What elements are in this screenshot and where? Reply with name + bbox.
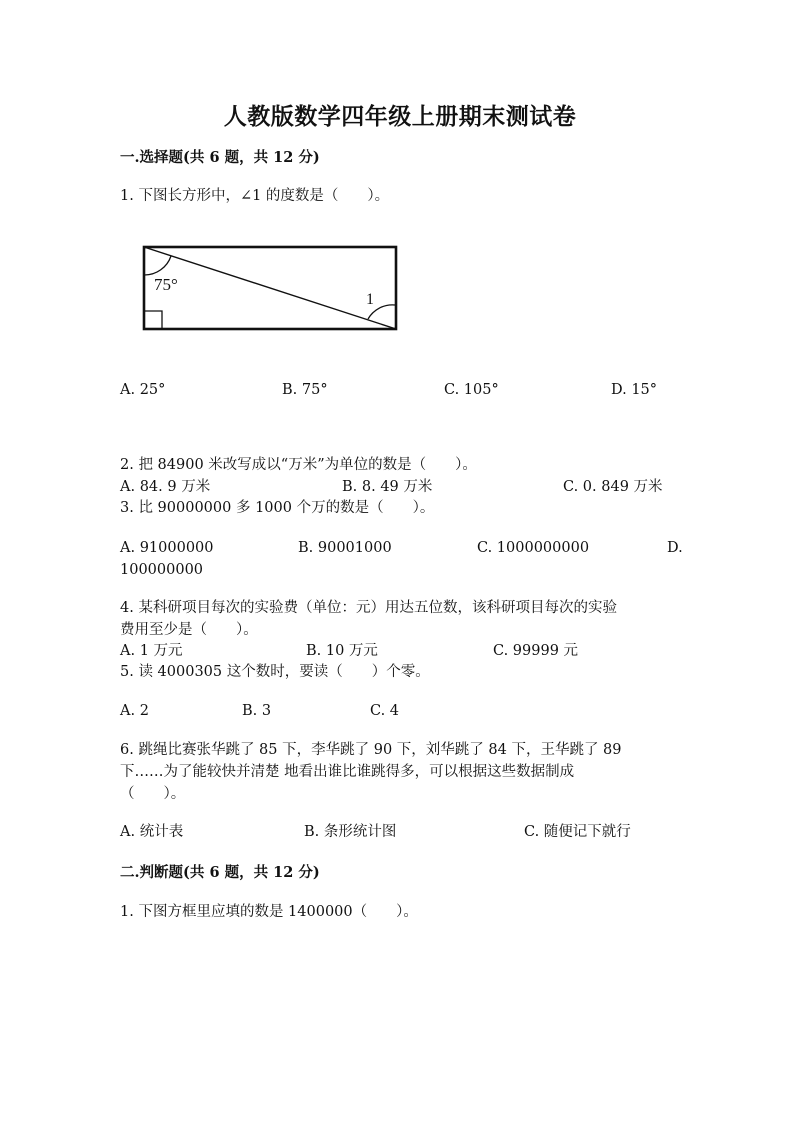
section-heading-choice: 一.选择题(共 6 题，共 12 分) [120, 149, 320, 166]
angle-75-label: 75° [154, 275, 178, 294]
q4-option-a: A. 1 万元 [120, 643, 183, 659]
q6-option-a: A. 统计表 [120, 824, 184, 840]
question-5-stem: 5. 读 4000305 这个数时，要读（ ）个零。 [120, 664, 430, 680]
q3-option-c: C. 1000000000 [477, 540, 590, 556]
right-angle-marker [144, 311, 162, 329]
q2-option-c: C. 0. 849 万米 [563, 479, 663, 495]
q5-option-c: C. 4 [370, 703, 400, 719]
q3-option-b: B. 90001000 [298, 540, 392, 556]
question-2-stem: 2. 把 84900 米改写成以“万米”为单位的数是（ ）。 [120, 457, 477, 473]
q3-option-a: A. 91000000 [120, 540, 214, 556]
q1-option-b: B. 75° [282, 382, 328, 398]
section-heading-judgement: 二.判断题(共 6 题，共 12 分) [120, 864, 320, 881]
q4-option-c: C. 99999 元 [493, 643, 579, 659]
question-3-stem: 3. 比 90000000 多 1000 个万的数是（ ）。 [120, 500, 435, 516]
rectangle-figure [130, 237, 410, 346]
q5-option-a: A. 2 [120, 703, 149, 719]
question-6-stem-line3: （ ）。 [120, 786, 186, 802]
q1-option-c: C. 105° [444, 382, 499, 398]
q4-option-b: B. 10 万元 [306, 643, 378, 659]
question-4-stem-line2: 费用至少是（ ）。 [120, 622, 258, 638]
question-4-stem-line1: 4. 某科研项目每次的实验费（单位：元）用达五位数，该科研项目每次的实验 [120, 600, 617, 616]
q3-option-d: D. [667, 540, 683, 556]
judgement-1-stem: 1. 下图方框里应填的数是 1400000（ ）。 [120, 904, 418, 920]
q2-option-b: B. 8. 49 万米 [342, 479, 433, 495]
question-6-stem-line1: 6. 跳绳比赛张华跳了 85 下，李华跳了 90 下，刘华跳了 84 下，王华跳了 89 [120, 742, 622, 758]
angle-75-arc [144, 256, 171, 275]
q3-option-d-value: 100000000 [120, 562, 204, 578]
q6-option-c: C. 随便记下就行 [524, 824, 631, 840]
q1-option-d: D. 15° [611, 382, 658, 398]
page-title: 人教版数学四年级上册期末测试卷 [223, 103, 577, 130]
q1-option-a: A. 25° [120, 382, 166, 398]
angle-1-label: 1 [366, 291, 374, 308]
question-1-stem: 1. 下图长方形中，∠1 的度数是（ ）。 [120, 188, 390, 204]
q6-option-b: B. 条形统计图 [304, 824, 397, 840]
question-6-stem-line2: 下……为了能较快并清楚 地看出谁比谁跳得多，可以根据这些数据制成 [120, 764, 575, 780]
q2-option-a: A. 84. 9 万米 [120, 479, 211, 495]
q5-option-b: B. 3 [242, 703, 272, 719]
diagonal-line [144, 247, 396, 329]
